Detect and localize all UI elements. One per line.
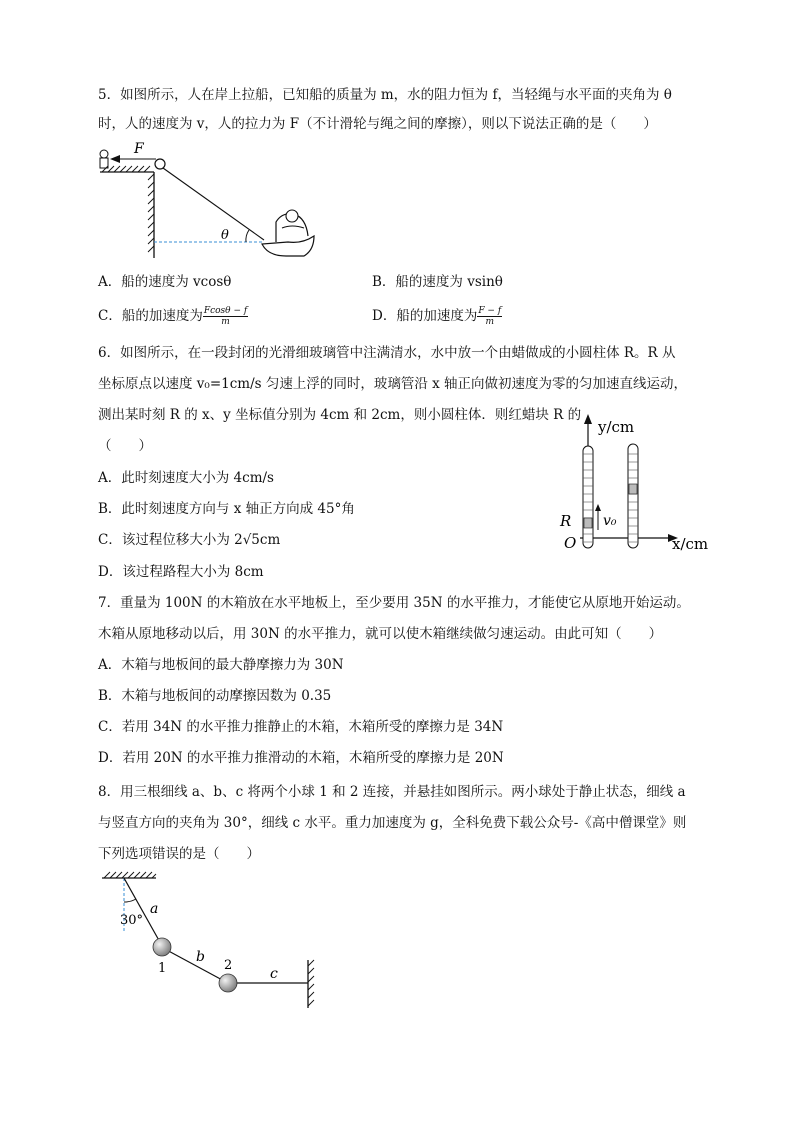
q8-stem-line2: 与竖直方向的夹角为 30°，细线 c 水平。重力加速度为 g，全科免费下载公众号-《高中僧课堂》则 [98,815,687,831]
q6-option-b[interactable]: B．此时刻速度方向与 x 轴正方向成 45°角 [98,501,355,517]
q5-option-a[interactable]: A．船的速度为 vcosθ [98,274,232,290]
q5-option-d[interactable] [372,306,502,327]
q5-figure [96,138,326,270]
q6-fig-v0-label: v₀ [603,513,617,529]
q8-stem-line1: 8．用三根细线 a、b、c 将两个小球 1 和 2 连接，并悬挂如图所示。两小球处于静止状态，细线 a [98,784,686,800]
q8-ball-2 [219,974,237,992]
q6-fig-x-label: x/cm [672,535,709,553]
q6-fig-R-label: R [560,512,572,530]
q8-figure [98,866,328,1014]
q5-fig-theta-label: θ [221,228,229,243]
q8-fig-b-label: b [196,949,205,965]
q7-stem-line2: 木箱从原地移动以后，用 30N 的水平推力，就可以使木箱继续做匀速运动。由此可知（ ） [98,626,663,642]
q7-stem-line1: 7．重量为 100N 的木箱放在水平地板上，至少要用 35N 的水平推力，才能使它从原地开始运动。 [98,595,690,611]
q5-option-d-fraction: $\frac{F - f}{m}$ [478,306,502,327]
q5-option-d-text: D．船的加速度为 [372,308,478,324]
q6-stem-line2: 坐标原点以速度 v₀=1cm/s 匀速上浮的同时，玻璃管沿 x 轴正向做初速度为零的匀加速直线运动， [98,376,688,392]
q6-stem-line3: 测出某时刻 R 的 x、y 坐标值分别为 4cm 和 2cm，则小圆柱体．则红蜡块 R 的 [98,407,582,423]
q7-option-b[interactable]: B．木箱与地板间的动摩擦因数为 0.35 [98,688,332,704]
q6-fig-O-label: O [564,534,577,552]
q7-option-a[interactable]: A．木箱与地板间的最大静摩擦力为 30N [98,657,344,673]
q6-option-a[interactable]: A．此时刻速度大小为 4cm/s [98,470,274,486]
q6-stem-line4: （ ） [98,438,152,454]
q6-option-c[interactable]: C．该过程位移大小为 2√5cm [98,532,281,548]
q7-option-d[interactable]: D．若用 20N 的水平推力推滑动的木箱，木箱所受的摩擦力是 20N [98,750,504,766]
q6-fig-y-label: y/cm [598,418,635,436]
q8-stem-line3: 下列选项错误的是（ ） [98,846,260,862]
q5-option-b[interactable]: B．船的速度为 vsinθ [372,274,503,290]
q7-option-c[interactable]: C．若用 34N 的水平推力推静止的木箱，木箱所受的摩擦力是 34N [98,719,504,735]
q5-option-c-fraction: $\frac{Fcos\theta - f}{m}$ [203,306,248,327]
q5-stem-line2: 时，人的速度为 v，人的拉力为 F（不计滑轮与绳之间的摩擦），则以下说法正确的是（ ） [98,116,657,132]
q6-stem-line1: 6．如图所示，在一段封闭的光滑细玻璃管中注满清水，水中放一个由蜡做成的小圆柱体 R。R 从 [98,345,676,361]
q8-fig-c-label: c [270,966,278,982]
q6-option-d[interactable]: D．该过程路程大小为 8cm [98,564,264,580]
q5-option-c[interactable] [98,306,248,327]
q5-option-c-text: C．船的加速度为 [98,308,203,324]
q5-fig-F-label: F [134,141,144,157]
q6-figure [556,410,716,556]
q8-fig-angle-label: 30° [120,913,144,928]
q8-ball-1 [153,938,171,956]
q8-fig-a-label: a [150,901,159,917]
q8-fig-2-label: 2 [224,958,233,973]
q5-stem-line1: 5．如图所示，人在岸上拉船，已知船的质量为 m，水的阻力恒为 f，当轻绳与水平面的夹角为 θ [98,87,672,103]
q8-fig-1-label: 1 [158,961,167,976]
